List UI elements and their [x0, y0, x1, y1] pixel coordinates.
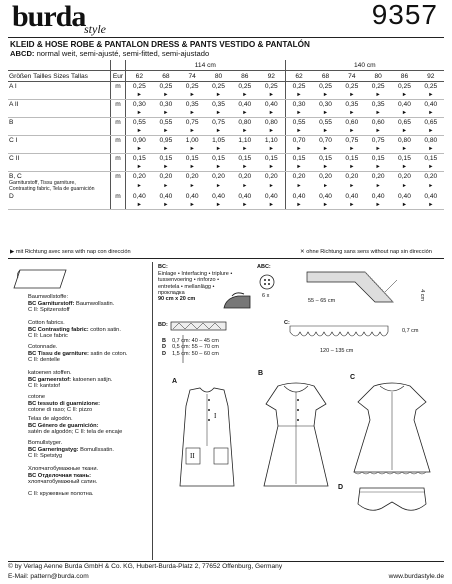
size-header: 68	[312, 71, 338, 82]
nap-arrow: ►	[285, 127, 312, 136]
fabric-amount: 0,55	[159, 119, 173, 126]
fabric-amount: 0,25	[238, 83, 252, 90]
size-header: 74	[179, 71, 205, 82]
nap-arrow: ►	[258, 145, 285, 154]
nap-arrow: ►	[391, 91, 417, 100]
fabric-amount: 0,75	[345, 137, 359, 144]
fabric-amount: 0,30	[319, 101, 332, 108]
fabric-type: cotone	[28, 394, 46, 400]
nap-arrow: ►	[312, 145, 338, 154]
nap-arrow: ►	[268, 182, 274, 189]
fabric-block	[28, 440, 143, 460]
pattern-number: 9357	[371, 0, 438, 30]
fabric-amount: 0,20	[185, 173, 199, 180]
fabric-amount: 0,80	[424, 137, 438, 144]
fabric-amount: 0,25	[264, 83, 278, 90]
nap-arrow: ►	[126, 109, 153, 118]
lace2-length: 120 – 135 cm	[320, 348, 354, 354]
nap-arrow: ►	[365, 91, 391, 100]
lace-fabric: C II: Spetstyg	[28, 453, 63, 460]
piece-label-i: I	[214, 412, 217, 420]
fabric-amount: 0,25	[424, 83, 438, 90]
footer-copyright: © by Verlag Aenne Burda GmbH & Co. KG, Hubert-Burda-Platz 2, 77652 Offenburg, Germany	[8, 563, 283, 570]
nap-arrow: ►	[232, 109, 258, 118]
fit-text: normal weit, semi-ajusté, semi-fitted, semi-ajustado	[34, 49, 210, 58]
fabric-amount: 0,15	[212, 155, 225, 162]
fabric-amount: 0,20	[212, 173, 225, 180]
row-unit: m	[111, 100, 126, 110]
nap-arrow: ►	[258, 163, 285, 172]
fabric-block	[28, 344, 143, 364]
table-corner	[8, 60, 111, 71]
legend-without-nap: ✕ ohne Richtung sans sens without nap sin dirección	[300, 249, 432, 255]
nap-arrow: ►	[418, 109, 444, 118]
piece-label-ii: II	[190, 452, 195, 460]
fabric-amount: 0,15	[185, 155, 199, 162]
nap-arrow: ►	[339, 127, 365, 136]
fabric-amount: 0,30	[159, 101, 173, 108]
footer-email[interactable]: E-Mail: pattern@burda.com	[8, 573, 89, 580]
nap-arrow: ►	[312, 91, 338, 100]
nap-arrow: ►	[339, 163, 365, 172]
fabric-amount: 0,40	[371, 193, 385, 201]
fabric-block	[28, 320, 143, 340]
nap-arrow: ►	[232, 127, 258, 136]
nap-arrow: ►	[179, 91, 205, 100]
fabric-type: Bomullstyger.	[28, 440, 63, 446]
nap-arrow: ►	[418, 201, 444, 210]
fabric-amount: 0,20	[398, 173, 411, 180]
size-header: 62	[285, 71, 312, 82]
fabric-amount: 0,40	[238, 193, 252, 201]
nap-arrow: ►	[126, 91, 153, 100]
size-header: 68	[153, 71, 179, 82]
fabric-amount: 0,20	[285, 172, 312, 182]
row-unit: m	[111, 136, 126, 146]
view-label-c: C	[350, 374, 356, 381]
fabric-block	[28, 294, 143, 314]
header-rule	[8, 37, 444, 38]
fit-line	[10, 49, 209, 58]
brand-sub: style	[84, 22, 106, 36]
fabric-amount: 0,20	[264, 173, 278, 180]
fabric-block	[28, 370, 143, 390]
interfacing-size: 90 cm x 20 cm	[158, 296, 196, 303]
width-140: 140 cm	[285, 60, 444, 71]
fabric-amount: 0,20	[126, 172, 153, 182]
nap-arrow: ►	[232, 163, 258, 172]
table-row-label: C II	[9, 155, 20, 162]
nap-arrow: ►	[285, 163, 312, 172]
sizes-unit: Eur	[111, 71, 126, 82]
fabric-amount: 0,40	[264, 193, 278, 201]
fabric-amount: 0,65	[424, 119, 438, 126]
nap-arrow: ►	[339, 201, 365, 210]
nap-arrow: ►	[375, 182, 381, 189]
fabric-amount: 0,65	[398, 119, 411, 126]
nap-arrow: ►	[339, 109, 365, 118]
fabric-amount: 0,25	[345, 83, 359, 90]
nap-arrow: ►	[163, 182, 169, 189]
table-row-label: C I	[9, 137, 18, 144]
nap-arrow: ►	[258, 127, 285, 136]
contrast-fabric: BC Отделочная ткань:	[28, 472, 91, 479]
fabric-amount: 0,75	[371, 137, 385, 144]
fabric-block	[28, 394, 143, 414]
brand-logo: burda	[12, 0, 86, 33]
fabric-amount: 0,40	[424, 101, 438, 108]
contrast-fabric: BC Tissu de garniture: satin de coton.	[28, 350, 128, 357]
legend-with-nap: ▶ mit Richtung avec sens with nap con dirección	[10, 249, 131, 255]
bd-label: BD:	[158, 322, 168, 328]
fabric-amount: 1,10	[264, 137, 278, 144]
nap-arrow: ►	[153, 163, 179, 172]
nap-arrow: ►	[153, 109, 179, 118]
nap-arrow: ►	[285, 201, 312, 210]
row-unit: m	[111, 118, 126, 128]
fabric-amount: 0,20	[238, 173, 252, 180]
nap-arrow: ►	[205, 109, 231, 118]
fabric-amount: 0,15	[424, 155, 438, 162]
fabric-amount: 0,25	[319, 83, 332, 90]
abc-label: ABC:	[257, 264, 271, 270]
lace-fabric: C II: dentelle	[28, 357, 60, 364]
nap-arrow: ►	[179, 201, 205, 210]
nap-arrow: ►	[215, 182, 222, 189]
nap-arrow: ►	[312, 163, 338, 172]
fabric-amount: 0,70	[319, 137, 332, 144]
fabric-amount: 0,35	[371, 101, 385, 108]
nap-arrow: ►	[205, 201, 231, 210]
dress-b-illustration	[254, 378, 338, 494]
fabric-amount: 0,75	[185, 119, 199, 126]
nap-arrow: ►	[365, 127, 391, 136]
legend-rule	[8, 258, 444, 259]
nap-arrow: ►	[285, 145, 312, 154]
fabric-amount: 0,25	[398, 83, 411, 90]
table-row-label: A I	[9, 83, 17, 90]
fabric-amount: 0,15	[264, 155, 278, 162]
nap-arrow: ►	[258, 201, 285, 210]
nap-arrow: ►	[126, 163, 153, 172]
fabric-amount: 1,00	[185, 137, 199, 144]
elastic-item: D 0,5 cm: 55 – 70 cm	[162, 344, 219, 351]
fabric-amount: 0,15	[285, 154, 312, 164]
nap-arrow: ►	[418, 145, 444, 154]
elastic-icon	[170, 320, 228, 334]
interfacing-line: tussenvoering • rinforzo •	[158, 277, 220, 284]
nap-arrow: ►	[391, 201, 417, 210]
row-note: Garniturstoff, Tissu garniture, Contrasting fabric, Tela de guarnición	[9, 180, 95, 192]
nap-arrow: ►	[339, 91, 365, 100]
nap-arrow: ►	[312, 201, 338, 210]
nap-arrow: ►	[205, 163, 231, 172]
contrast-fabric: BC Contrasting fabric: cotton satin.	[28, 326, 121, 333]
nap-arrow: ►	[126, 145, 153, 154]
nap-arrow: ►	[365, 145, 391, 154]
nap-arrow: ►	[126, 201, 153, 210]
view-label-b: B	[258, 370, 264, 377]
fabric-amount: 0,55	[126, 118, 153, 128]
lace-fabric: C II: Spitzenstoff	[28, 307, 70, 314]
fabric-amount: 0,55	[285, 118, 312, 128]
width-114: 114 cm	[126, 60, 286, 71]
fabric-amount: 0,90	[126, 136, 153, 146]
pants-d-illustration	[354, 484, 430, 518]
nap-arrow: ►	[401, 182, 408, 189]
fabric-amount: 0,60	[371, 119, 385, 126]
contrast-fabric: BC Garniturstoff: Baumwollsatin.	[28, 300, 115, 307]
fabric-amount: 0,40	[424, 193, 438, 201]
fabric-type: Cotonnade.	[28, 344, 58, 350]
interfacing-line: entretela • mellanlägg •	[158, 283, 215, 290]
button-icon	[258, 273, 276, 291]
fabric-amount: 0,20	[345, 173, 359, 180]
contrast-fabric: BC Género de guarnición:	[28, 422, 99, 429]
lace-collar-icon	[305, 262, 400, 312]
panel-divider	[152, 262, 153, 560]
nap-arrow: ►	[242, 182, 248, 189]
fabric-amount: 0,60	[345, 119, 359, 126]
lace-fabric: хлопчатобумажный сатин.	[28, 479, 98, 486]
dress-c-illustration	[344, 380, 440, 480]
fabric-amount: 0,40	[185, 193, 199, 201]
fabric-amount: 1,05	[212, 137, 225, 144]
fabric-amount: 0,20	[424, 173, 438, 180]
contrast-fabric: BC garneerstof: katoenen satijn.	[28, 376, 113, 383]
elastic-item: B 0,7 cm: 40 – 45 cm	[162, 338, 219, 344]
nap-arrow: ►	[312, 109, 338, 118]
fabric-amount: 0,40	[238, 101, 252, 108]
fabric-amount: 0,15	[319, 155, 332, 162]
fabric-amount: 0,15	[398, 155, 411, 162]
nap-arrow: ►	[232, 201, 258, 210]
fabric-type: Cotton fabrics.	[28, 320, 65, 326]
fabric-amount: 0,40	[264, 101, 278, 108]
fabric-amount: 0,70	[285, 136, 312, 146]
row-unit: m	[111, 154, 126, 164]
button-count: 6 x	[262, 293, 270, 299]
nap-arrow: ►	[179, 163, 205, 172]
fabric-amount: 0,25	[185, 83, 199, 90]
nap-arrow: ►	[205, 127, 231, 136]
view-label-a: A	[172, 378, 178, 385]
fabric-amount: 0,30	[285, 100, 312, 110]
fabric-amount: 0,40	[319, 193, 332, 201]
fabric-amount: 0,20	[371, 173, 385, 180]
fabric-amount: 0,25	[212, 83, 225, 90]
contrast-fabric: BC tessuto di guarnizione:	[28, 400, 101, 407]
bc-label: BC:	[158, 264, 168, 270]
footer-website[interactable]: www.burdastyle.de	[388, 573, 444, 580]
fabric-amount: 0,35	[185, 101, 199, 108]
nap-arrow: ►	[179, 145, 205, 154]
footer-rule	[8, 561, 444, 562]
fit-prefix: ABCD:	[10, 49, 35, 58]
lace-trim-icon	[288, 320, 398, 346]
nap-arrow: ►	[322, 182, 329, 189]
nap-arrow: ►	[418, 127, 444, 136]
fabric-amount: 0,20	[319, 173, 332, 180]
fabric-amount: 0,20	[159, 173, 173, 180]
size-header: 62	[126, 71, 153, 82]
fabric-amount: 0,80	[264, 119, 278, 126]
nap-arrow: ►	[153, 91, 179, 100]
nap-arrow: ►	[126, 127, 153, 136]
nap-arrow: ►	[205, 91, 231, 100]
row-unit: m	[111, 82, 126, 92]
nap-arrow: ►	[285, 109, 312, 118]
nap-arrow: ►	[285, 181, 312, 192]
lace2-width: 0,7 cm	[402, 328, 419, 334]
nap-arrow: ►	[153, 127, 179, 136]
fabric-amount: 0,40	[398, 101, 411, 108]
nap-arrow: ►	[179, 109, 205, 118]
fabric-type: Хлопчатобумажные ткани.	[28, 466, 99, 472]
fabric-amount: 0,30	[126, 100, 153, 110]
nap-arrow: ►	[153, 201, 179, 210]
fabric-amount: 0,25	[371, 83, 385, 90]
fabric-amount: 0,15	[159, 155, 173, 162]
fabric-amount: 0,15	[126, 154, 153, 164]
row-unit: m	[111, 192, 126, 201]
lace1-length: 55 – 65 cm	[308, 298, 336, 304]
nap-arrow: ►	[418, 163, 444, 172]
size-header: 92	[258, 71, 285, 82]
fabric-amount: 0,55	[319, 119, 332, 126]
fabric-block	[28, 416, 143, 436]
nap-arrow: ►	[312, 127, 338, 136]
fabric-amount: 0,25	[159, 83, 173, 90]
nap-arrow: ►	[365, 109, 391, 118]
nap-arrow: ►	[179, 127, 205, 136]
table-row-label: A II	[9, 101, 19, 108]
nap-arrow: ►	[258, 109, 285, 118]
size-header: 92	[418, 71, 444, 82]
table-row-label: D	[9, 193, 14, 201]
nap-arrow: ►	[232, 91, 258, 100]
fabric-amount: 0,40	[159, 193, 173, 201]
fabric-amount: 0,15	[238, 155, 252, 162]
nap-arrow: ►	[365, 163, 391, 172]
interfacing-line: прокладка	[158, 289, 185, 296]
fabric-amount: 0,35	[212, 101, 225, 108]
garment-title: KLEID & HOSE ROBE & PANTALON DRESS & PANTS VESTIDO & PANTALÓN	[10, 40, 310, 49]
nap-arrow: ►	[126, 181, 153, 192]
nap-arrow: ►	[418, 91, 444, 100]
fabric-amount: 0,40	[126, 192, 153, 201]
fabric-type: Baumwollstoffe:	[28, 294, 69, 300]
nap-arrow: ►	[428, 182, 434, 189]
elastic-list	[162, 338, 219, 357]
view-label-d: D	[338, 484, 344, 491]
fabric-amount: 0,80	[398, 137, 411, 144]
size-header: 86	[391, 71, 417, 82]
fabric-amount: 1,10	[238, 137, 252, 144]
fabric-amount: 0,40	[285, 192, 312, 201]
lace-fabric: C II: kantstof	[28, 383, 60, 390]
fabric-type: Telas de algodón.	[28, 416, 73, 422]
fabric-amount: 0,95	[159, 137, 173, 144]
fabric-requirements-table	[8, 60, 444, 210]
iron-icon	[222, 292, 252, 312]
row-unit: m	[111, 172, 126, 182]
nap-arrow: ►	[365, 201, 391, 210]
fabric-amount: 0,15	[371, 155, 385, 162]
interfacing-line: Einlage • Interfacing • triplure •	[158, 271, 233, 277]
nap-arrow: ►	[349, 182, 355, 189]
fabric-amount: 0,80	[238, 119, 252, 126]
fabric-amount: 0,40	[212, 193, 225, 201]
dress-a-illustration	[168, 386, 246, 494]
nap-arrow: ►	[205, 145, 231, 154]
fabric-amount: 0,15	[345, 155, 359, 162]
nap-arrow: ►	[153, 145, 179, 154]
c-label: C:	[284, 320, 290, 326]
lace-fabric: C II: кружевные полотна.	[28, 491, 94, 497]
size-header: 80	[205, 71, 231, 82]
elastic-item: D 1,5 cm: 50 – 60 cm	[162, 350, 219, 357]
lace1-width: 4 cm	[419, 289, 426, 302]
nap-arrow: ►	[189, 182, 195, 189]
fabric-block	[28, 466, 143, 486]
lace-fabric: satén de algodón; C II: tela de encaje	[28, 429, 123, 436]
nap-arrow: ►	[391, 163, 417, 172]
nap-arrow: ►	[391, 145, 417, 154]
size-header: 74	[339, 71, 365, 82]
sizes-label: Größen Tailles Sizes Tallas	[8, 71, 111, 82]
fabric-swatch-icon	[12, 266, 68, 292]
nap-arrow: ►	[285, 91, 312, 100]
fabric-type: katoenen stoffen.	[28, 370, 72, 376]
table-row-label: B, C	[9, 173, 22, 180]
lace-fabric: C II: Lace fabric	[28, 333, 68, 340]
nap-arrow: ►	[391, 127, 417, 136]
size-header: 80	[365, 71, 391, 82]
fabric-amount: 0,75	[212, 119, 225, 126]
fabric-amount: 0,25	[285, 82, 312, 92]
table-row-label: B	[9, 119, 14, 126]
fabric-block	[28, 491, 143, 498]
elastic-width-icon	[178, 334, 188, 364]
lace-fabric: cotone di raso; C II: pizzo	[28, 407, 93, 414]
nap-arrow: ►	[391, 109, 417, 118]
contrast-fabric: BC Garneringstyg: Bomullssatin.	[28, 446, 114, 453]
nap-arrow: ►	[232, 145, 258, 154]
size-header: 86	[232, 71, 258, 82]
fabric-amount: 0,25	[126, 82, 153, 92]
fabric-amount: 0,40	[398, 193, 411, 201]
fabric-amount: 0,35	[345, 101, 359, 108]
fabric-amount: 0,40	[345, 193, 359, 201]
nap-arrow: ►	[258, 91, 285, 100]
nap-arrow: ►	[339, 145, 365, 154]
